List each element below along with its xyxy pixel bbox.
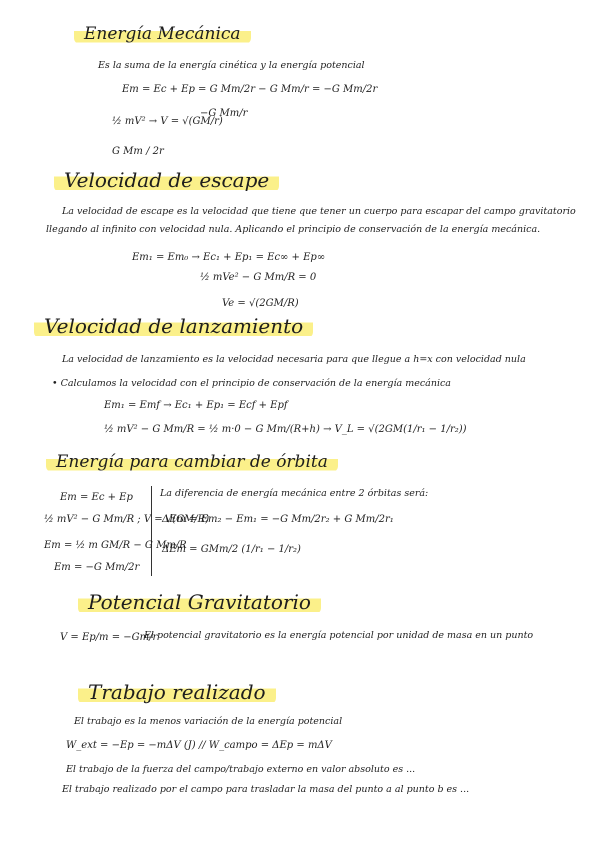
mecanica-eq1: Em = Ec + Ep = G Mm/2r − G Mm/r = −G Mm/2r [122, 84, 378, 95]
bullet-dot: • [52, 378, 61, 389]
trabajo-line3: El trabajo de la fuerza del campo/trabajo externo en valor absoluto es ... [66, 764, 416, 775]
heading-energia-mecanica: Energía Mecánica [74, 24, 251, 44]
orbita-left2: ½ mV² − G Mm/R ; V = √(GM/R) [44, 514, 210, 525]
trabajo-line1: El trabajo es la menos variación de la energía potencial [74, 716, 343, 727]
lanzamiento-eq1: Em₁ = Emf → Ec₁ + Ep₁ = Ecf + Epf [104, 400, 288, 411]
heading-cambiar-orbita: Energía para cambiar de órbita [46, 452, 338, 472]
lanzamiento-line1: La velocidad de lanzamiento es la velocidad necesaria para que llegue a h=x con velocidad nula [62, 354, 526, 365]
orbita-left4: Em = −G Mm/2r [54, 562, 140, 573]
mecanica-intro: Es la suma de la energía cinética y la energía potencial [98, 60, 365, 71]
orbita-right1: La diferencia de energía mecánica entre 2 órbitas será: [160, 488, 429, 499]
escape-line2: llegando al infinito con velocidad nula. Aplicando el principio de conservación de la energía mecánica. [46, 224, 541, 235]
heading-trabajo-realizado: Trabajo realizado [78, 680, 276, 704]
escape-eq1: Em₁ = Em₀ → Ec₁ + Ep₁ = Ec∞ + Ep∞ [132, 252, 326, 263]
orbita-left1: Em = Ec + Ep [60, 492, 133, 503]
column-divider [151, 486, 152, 576]
heading-velocidad-escape: Velocidad de escape [54, 168, 279, 192]
mecanica-eq2: ½ mV² → V = √(GM/r) [112, 116, 223, 127]
heading-potencial-gravitatorio: Potencial Gravitatorio [78, 590, 321, 614]
escape-eq2: ½ mVe² − G Mm/R = 0 [200, 272, 317, 283]
trabajo-line2: W_ext = −Ep = −mΔV (J) // W_campo = ΔEp = mΔV [66, 740, 332, 751]
potencial-text: El potencial gravitatorio es la energía potencial por unidad de masa en un punto [144, 630, 534, 641]
lanzamiento-bullet-text: Calculamos la velocidad con el principio de conservación de la energía mecánica [60, 378, 451, 389]
mecanica-eq3: −G Mm/r [200, 108, 248, 119]
trabajo-line4: El trabajo realizado por el campo para trasladar la masa del punto a al punto b es ... [62, 784, 470, 795]
lanzamiento-eq2: ½ mV² − G Mm/R = ½ m·0 − G Mm/(R+h) → V_L = √(2GM(1/r₁ − 1/r₂)) [104, 424, 467, 435]
orbita-right2: ΔEm = Em₂ − Em₁ = −G Mm/2r₂ + G Mm/2r₁ [162, 514, 394, 525]
heading-velocidad-lanzamiento: Velocidad de lanzamiento [34, 314, 313, 338]
lanzamiento-bullet [52, 378, 451, 389]
escape-eq3: Ve = √(2GM/R) [222, 298, 299, 309]
mecanica-eq4: G Mm / 2r [112, 146, 164, 157]
escape-line1: La velocidad de escape es la velocidad que tiene que tener un cuerpo para escapar del campo gravitatorio [62, 206, 576, 217]
orbita-left3: Em = ½ m GM/R − G Mm/R [44, 540, 187, 551]
potencial-eq: V = Ep/m = −Gm/r [60, 632, 158, 643]
orbita-right3: ΔEm = GMm/2 (1/r₁ − 1/r₂) [162, 544, 301, 555]
